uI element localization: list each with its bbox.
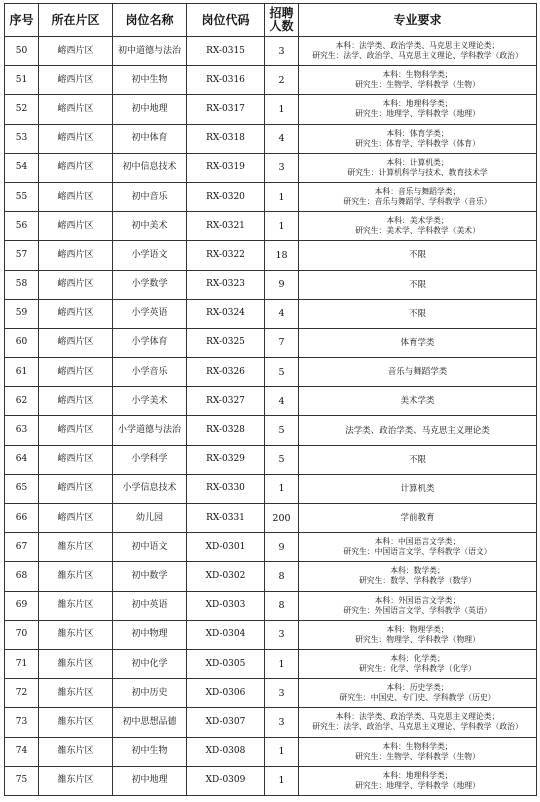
cell-count: 1 <box>265 95 299 124</box>
cell-district: 雒东片区 <box>39 562 113 591</box>
cell-count: 5 <box>265 445 299 474</box>
cell-count: 18 <box>265 241 299 270</box>
cell-position: 小学数学 <box>113 270 187 299</box>
cell-seq: 64 <box>5 445 39 474</box>
cell-position: 初中道德与法治 <box>113 37 187 66</box>
cell-code: XD-0301 <box>187 533 265 562</box>
table-row <box>5 708 537 737</box>
cell-position: 初中地理 <box>113 766 187 795</box>
cell-seq: 68 <box>5 562 39 591</box>
cell-seq: 71 <box>5 649 39 678</box>
cell-count: 8 <box>265 562 299 591</box>
cell-requirement: 不限 <box>299 299 537 328</box>
cell-seq: 62 <box>5 387 39 416</box>
cell-position: 小学科学 <box>113 445 187 474</box>
cell-district: 嵱西片区 <box>39 299 113 328</box>
cell-position: 小学信息技术 <box>113 474 187 503</box>
cell-code: RX-0326 <box>187 358 265 387</box>
table-row <box>5 153 537 182</box>
table-row <box>5 474 537 503</box>
header-requirement: 专业要求 <box>299 4 537 37</box>
table-row <box>5 212 537 241</box>
cell-district: 雒东片区 <box>39 591 113 620</box>
cell-position: 初中信息技术 <box>113 153 187 182</box>
cell-code: XD-0308 <box>187 737 265 766</box>
cell-code: RX-0325 <box>187 328 265 357</box>
cell-position: 初中数学 <box>113 562 187 591</box>
cell-code: XD-0304 <box>187 620 265 649</box>
cell-code: RX-0331 <box>187 504 265 533</box>
cell-position: 初中地理 <box>113 95 187 124</box>
table-row <box>5 124 537 153</box>
header-code: 岗位代码 <box>187 4 265 37</box>
header-count: 招聘 人数 <box>265 4 299 37</box>
cell-code: RX-0321 <box>187 212 265 241</box>
cell-position: 小学语文 <box>113 241 187 270</box>
cell-count: 1 <box>265 649 299 678</box>
table-row <box>5 766 537 795</box>
cell-count: 9 <box>265 270 299 299</box>
cell-seq: 74 <box>5 737 39 766</box>
cell-district: 嵱西片区 <box>39 182 113 211</box>
cell-seq: 61 <box>5 358 39 387</box>
cell-count: 200 <box>265 504 299 533</box>
cell-code: RX-0323 <box>187 270 265 299</box>
cell-seq: 57 <box>5 241 39 270</box>
cell-requirement: 不限 <box>299 445 537 474</box>
cell-requirement: 本科：物理学类； 研究生：物理学、学科教学（物理） <box>299 620 537 649</box>
header-district: 所在片区 <box>39 4 113 37</box>
cell-count: 3 <box>265 620 299 649</box>
cell-code: XD-0302 <box>187 562 265 591</box>
cell-requirement: 本科：计算机类； 研究生：计算机科学与技术、教育技术学 <box>299 153 537 182</box>
table-row <box>5 241 537 270</box>
table-row <box>5 95 537 124</box>
cell-requirement: 计算机类 <box>299 474 537 503</box>
cell-requirement: 本科：体育学类； 研究生：体育学、学科教学（体育） <box>299 124 537 153</box>
cell-district: 嵱西片区 <box>39 358 113 387</box>
cell-position: 幼儿园 <box>113 504 187 533</box>
cell-district: 嵱西片区 <box>39 445 113 474</box>
cell-seq: 67 <box>5 533 39 562</box>
cell-requirement: 本科：外国语言文学类； 研究生：外国语言文学、学科教学（英语） <box>299 591 537 620</box>
cell-requirement: 本科：法学类、政治学类、马克思主义理论类； 研究生：法学、政治学、马克思主义理论、学科教学（政治） <box>299 37 537 66</box>
cell-position: 初中美术 <box>113 212 187 241</box>
table-row <box>5 358 537 387</box>
cell-seq: 53 <box>5 124 39 153</box>
cell-requirement: 本科：中国语言文学类； 研究生：中国语言文学、学科教学（语文） <box>299 533 537 562</box>
table-row <box>5 620 537 649</box>
cell-seq: 69 <box>5 591 39 620</box>
cell-position: 初中音乐 <box>113 182 187 211</box>
cell-code: XD-0303 <box>187 591 265 620</box>
cell-seq: 70 <box>5 620 39 649</box>
cell-district: 嵱西片区 <box>39 328 113 357</box>
cell-district: 嵱西片区 <box>39 124 113 153</box>
cell-position: 小学英语 <box>113 299 187 328</box>
table-row <box>5 182 537 211</box>
cell-code: XD-0309 <box>187 766 265 795</box>
table-row <box>5 504 537 533</box>
cell-requirement: 体育学类 <box>299 328 537 357</box>
cell-requirement: 学前教育 <box>299 504 537 533</box>
cell-count: 7 <box>265 328 299 357</box>
cell-district: 嵱西片区 <box>39 66 113 95</box>
cell-count: 5 <box>265 416 299 445</box>
cell-district: 雒东片区 <box>39 679 113 708</box>
cell-count: 4 <box>265 387 299 416</box>
cell-code: RX-0322 <box>187 241 265 270</box>
table-row <box>5 66 537 95</box>
cell-requirement: 美术学类 <box>299 387 537 416</box>
table-row <box>5 533 537 562</box>
cell-district: 雒东片区 <box>39 737 113 766</box>
cell-code: RX-0316 <box>187 66 265 95</box>
table-row <box>5 328 537 357</box>
cell-requirement: 本科：音乐与舞蹈学类； 研究生：音乐与舞蹈学、学科教学（音乐） <box>299 182 537 211</box>
cell-requirement: 本科：美术学类； 研究生：美术学、学科教学（美术） <box>299 212 537 241</box>
cell-seq: 55 <box>5 182 39 211</box>
cell-seq: 73 <box>5 708 39 737</box>
cell-district: 嵱西片区 <box>39 270 113 299</box>
cell-district: 嵱西片区 <box>39 474 113 503</box>
cell-position: 小学道德与法治 <box>113 416 187 445</box>
cell-count: 4 <box>265 299 299 328</box>
cell-position: 初中化学 <box>113 649 187 678</box>
cell-count: 9 <box>265 533 299 562</box>
cell-code: RX-0327 <box>187 387 265 416</box>
cell-district: 嵱西片区 <box>39 153 113 182</box>
cell-seq: 72 <box>5 679 39 708</box>
table-row <box>5 649 537 678</box>
cell-seq: 58 <box>5 270 39 299</box>
table-row <box>5 679 537 708</box>
cell-count: 2 <box>265 66 299 95</box>
cell-seq: 59 <box>5 299 39 328</box>
cell-count: 5 <box>265 358 299 387</box>
cell-position: 初中历史 <box>113 679 187 708</box>
cell-count: 1 <box>265 212 299 241</box>
cell-count: 8 <box>265 591 299 620</box>
cell-position: 初中生物 <box>113 66 187 95</box>
table-header-row <box>5 4 537 37</box>
cell-seq: 66 <box>5 504 39 533</box>
cell-count: 1 <box>265 182 299 211</box>
cell-district: 雒东片区 <box>39 708 113 737</box>
table-row <box>5 737 537 766</box>
cell-code: XD-0306 <box>187 679 265 708</box>
cell-requirement: 本科：地理科学类； 研究生：地理学、学科教学（地理） <box>299 766 537 795</box>
cell-position: 初中语文 <box>113 533 187 562</box>
cell-requirement: 不限 <box>299 241 537 270</box>
cell-count: 3 <box>265 679 299 708</box>
cell-district: 嵱西片区 <box>39 37 113 66</box>
cell-seq: 51 <box>5 66 39 95</box>
cell-requirement: 本科：生物科学类； 研究生：生物学、学科教学（生物） <box>299 66 537 95</box>
table-row <box>5 562 537 591</box>
cell-count: 1 <box>265 474 299 503</box>
cell-position: 小学体育 <box>113 328 187 357</box>
table-row <box>5 37 537 66</box>
cell-code: RX-0318 <box>187 124 265 153</box>
table-row <box>5 387 537 416</box>
cell-code: RX-0320 <box>187 182 265 211</box>
header-seq: 序号 <box>5 4 39 37</box>
cell-code: RX-0328 <box>187 416 265 445</box>
cell-count: 3 <box>265 153 299 182</box>
cell-count: 3 <box>265 708 299 737</box>
table-row <box>5 591 537 620</box>
cell-seq: 50 <box>5 37 39 66</box>
cell-district: 嵱西片区 <box>39 504 113 533</box>
cell-district: 嵱西片区 <box>39 212 113 241</box>
cell-count: 3 <box>265 37 299 66</box>
cell-count: 1 <box>265 737 299 766</box>
cell-requirement: 本科：历史学类； 研究生：中国史、专门史、学科教学（历史） <box>299 679 537 708</box>
table-row <box>5 445 537 474</box>
cell-count: 4 <box>265 124 299 153</box>
cell-district: 雒东片区 <box>39 649 113 678</box>
table-row <box>5 299 537 328</box>
cell-seq: 65 <box>5 474 39 503</box>
cell-code: XD-0307 <box>187 708 265 737</box>
cell-district: 雒东片区 <box>39 620 113 649</box>
cell-code: RX-0315 <box>187 37 265 66</box>
cell-position: 小学音乐 <box>113 358 187 387</box>
cell-position: 初中体育 <box>113 124 187 153</box>
cell-district: 嵱西片区 <box>39 241 113 270</box>
cell-requirement: 本科：地理科学类； 研究生：地理学、学科教学（地理） <box>299 95 537 124</box>
header-position: 岗位名称 <box>113 4 187 37</box>
cell-requirement: 不限 <box>299 270 537 299</box>
cell-position: 初中思想品德 <box>113 708 187 737</box>
cell-seq: 75 <box>5 766 39 795</box>
cell-district: 嵱西片区 <box>39 416 113 445</box>
cell-district: 嵱西片区 <box>39 95 113 124</box>
cell-seq: 60 <box>5 328 39 357</box>
recruitment-table <box>4 3 537 796</box>
cell-position: 初中物理 <box>113 620 187 649</box>
cell-position: 初中英语 <box>113 591 187 620</box>
cell-seq: 63 <box>5 416 39 445</box>
cell-code: RX-0330 <box>187 474 265 503</box>
cell-code: RX-0319 <box>187 153 265 182</box>
cell-position: 初中生物 <box>113 737 187 766</box>
cell-code: RX-0329 <box>187 445 265 474</box>
cell-requirement: 本科：化学类； 研究生：化学、学科教学（化学） <box>299 649 537 678</box>
cell-requirement: 本科：数学类； 研究生：数学、学科教学（数学） <box>299 562 537 591</box>
table-row <box>5 270 537 299</box>
cell-code: RX-0324 <box>187 299 265 328</box>
cell-district: 雒东片区 <box>39 766 113 795</box>
cell-position: 小学美术 <box>113 387 187 416</box>
cell-district: 嵱西片区 <box>39 387 113 416</box>
cell-code: RX-0317 <box>187 95 265 124</box>
cell-count: 1 <box>265 766 299 795</box>
cell-requirement: 音乐与舞蹈学类 <box>299 358 537 387</box>
table-row <box>5 416 537 445</box>
cell-requirement: 本科：法学类、政治学类、马克思主义理论类； 研究生：法学、政治学、马克思主义理论、学科教学（政治） <box>299 708 537 737</box>
cell-seq: 54 <box>5 153 39 182</box>
cell-seq: 56 <box>5 212 39 241</box>
cell-district: 雒东片区 <box>39 533 113 562</box>
cell-requirement: 法学类、政治学类、马克思主义理论类 <box>299 416 537 445</box>
cell-seq: 52 <box>5 95 39 124</box>
cell-requirement: 本科：生物科学类； 研究生：生物学、学科教学（生物） <box>299 737 537 766</box>
cell-code: XD-0305 <box>187 649 265 678</box>
